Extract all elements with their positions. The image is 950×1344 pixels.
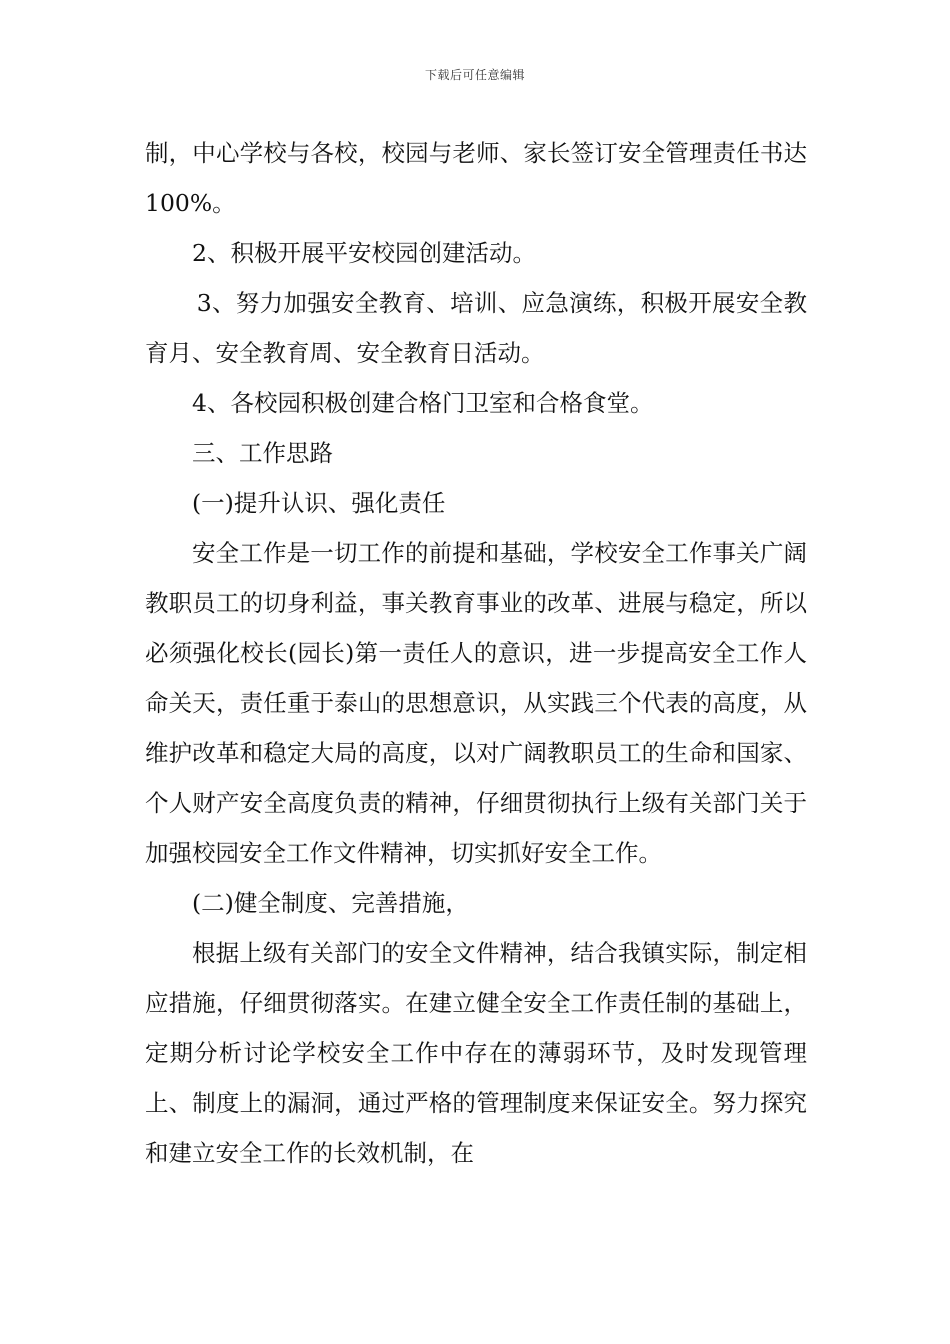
page-header: 下载后可任意编辑	[424, 68, 525, 82]
section-heading-3: 三、工作思路	[192, 439, 333, 467]
list-item-3: 3、努力加强安全教育、培训、应急演练，积极开展安全教育月、安全教育周、安全教育日活动。	[145, 289, 807, 367]
paragraph-continuation: 制，中心学校与各校，校园与老师、家长签订安全管理责任书达100%。	[145, 139, 807, 217]
subsection-heading-1: (一)提升认识、强化责任	[192, 489, 446, 517]
list-item-2: 2、积极开展平安校园创建活动。	[192, 239, 536, 267]
subsection-heading-2: (二)健全制度、完善措施，	[192, 889, 469, 917]
paragraph-system-measures: 根据上级有关部门的安全文件精神，结合我镇实际，制定相应措施，仔细贯彻落实。在建立健全安全工作责任制的基础上，定期分析讨论学校安全工作中存在的薄弱环节，及时发现管理上、制度上的漏洞，通过严格的管理制度来保证安全。努力探究和建立安全工作的长效机制，在	[145, 939, 807, 1167]
list-item-4: 4、各校园积极创建合格门卫室和合格食堂。	[192, 389, 654, 417]
document-body	[145, 128, 807, 1178]
paragraph-safety-responsibility: 安全工作是一切工作的前提和基础，学校安全工作事关广阔教职员工的切身利益，事关教育事业的改革、进展与稳定，所以必须强化校长(园长)第一责任人的意识，进一步提高安全工作人命关天，责任重于泰山的思想意识，从实践三个代表的高度，从维护改革和稳定大局的高度，以对广阔教职员工的生命和国家、个人财产安全高度负责的精神，仔细贯彻执行上级有关部门关于加强校园安全工作文件精神，切实抓好安全工作。	[145, 539, 807, 867]
